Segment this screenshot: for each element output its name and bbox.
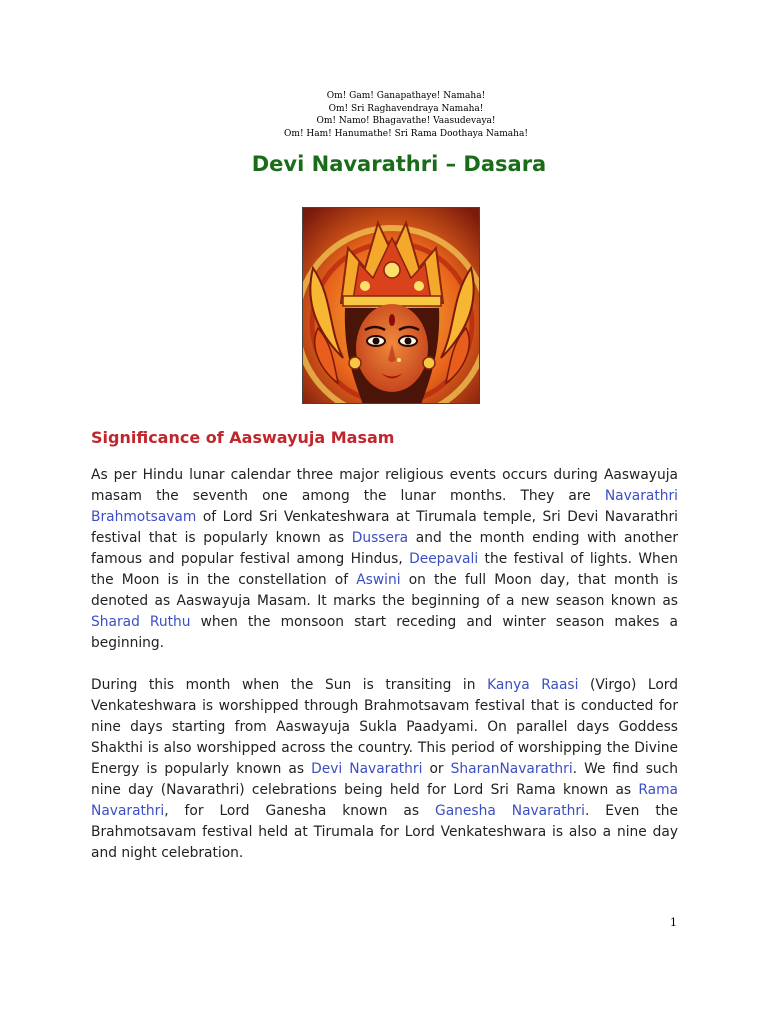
section-heading: Significance of Aaswayuja Masam <box>91 428 395 447</box>
paragraph-text: when the monsoon start receding and winter season makes a beginning. <box>91 614 678 651</box>
link-ganesha-navarathri[interactable]: Ganesha Navarathri <box>435 803 585 819</box>
invocation-line: Om! Namo! Bhagavathe! Vaasudevaya! <box>316 116 496 126</box>
link-sharan-navarathri[interactable]: SharanNavarathri <box>450 761 573 777</box>
paragraph-text: . Even the Brahmotsavam festival held at Tirumala for Lord Venkateshwara is also a nine day and night celebration. <box>91 803 679 861</box>
document-title: Devi Navarathri – Dasara <box>251 152 547 176</box>
link-rama-navarathri[interactable]: Rama Navarathri <box>91 782 678 819</box>
paragraph-text: . We find such nine day (Navarathri) celebrations being held for Lord Sri Rama known as <box>91 761 678 798</box>
link-dussera[interactable]: Dussera <box>351 530 409 546</box>
paragraph-text: of Lord Sri Venkateshwara at Tirumala temple, Sri Devi Navarathri festival that is popularly known as <box>91 509 678 546</box>
invocation-line: Om! Ham! Hanumathe! Sri Rama Doothaya Namaha! <box>284 128 528 139</box>
page-number: 1 <box>670 916 677 929</box>
invocation-line: Om! Gam! Ganapathaye! Namaha! <box>326 91 486 101</box>
invocation-line: Om! Sri Raghavendraya Namaha! <box>328 103 484 114</box>
link-deepavali[interactable]: Deepavali <box>409 551 479 567</box>
link-aswini[interactable]: Aswini <box>356 572 401 588</box>
paragraph-text: (Virgo) Lord Venkateshwara is worshipped through Brahmotsavam festival that is conducted for nine days starting from Aaswayuja Sukla Paadyami. On parallel days Goddess Shakthi is also worshipped across the country. This period of worshipping the Divine Energy is popularly known as <box>91 677 678 777</box>
invocation-block <box>0 90 768 140</box>
paragraph-text: or <box>422 761 451 777</box>
paragraph-text: and the month ending with another famous and popular festival among Hindus, <box>91 530 678 567</box>
link-devi-navarathri[interactable]: Devi Navarathri <box>311 761 423 777</box>
link-kanya-raasi[interactable]: Kanya Raasi <box>487 677 579 693</box>
paragraph-text: on the full Moon day, that month is denoted as Aaswayuja Masam. It marks the beginning of a new season known as <box>91 572 678 609</box>
paragraph-2 <box>91 675 678 864</box>
link-navarathri-brahmotsavam[interactable]: Navarathri Brahmotsavam <box>91 488 678 525</box>
link-sharad-ruthu[interactable]: Sharad Ruthu <box>91 614 191 630</box>
paragraph-1 <box>91 465 678 654</box>
paragraph-text: As per Hindu lunar calendar three major religious events occurs during Aaswayuja masam the seventh one among the lunar months. They are <box>91 467 678 504</box>
paragraph-text: the festival of lights. When the Moon is in the constellation of <box>91 551 678 588</box>
goddess-durga-image <box>302 207 480 404</box>
paragraph-text: During this month when the Sun is transiting in <box>91 677 488 693</box>
paragraph-text: , for Lord Ganesha known as <box>164 803 436 819</box>
